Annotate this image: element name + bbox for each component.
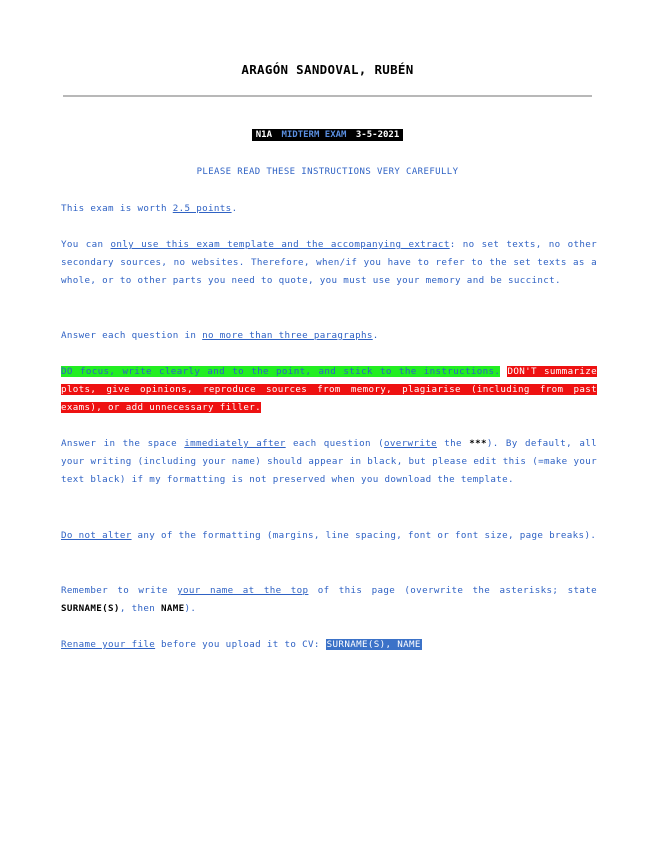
paragraph-answer-space: Answer in the space immediately after each question (overwrite the ***). By default, all your writing (including your name) should appear in black, but please edit this (=make your text black) if my formatting is not preserved when you download the template. <box>61 438 597 486</box>
paragraph-sources: You can only use this exam template and the accompanying extract: no set texts, no other secondary sources, no websites. Therefore, when/if you have to refer to the set texts as a whole, or to other parts you need to quote, you must use your memory and be succinct. <box>61 239 597 287</box>
exam-date: 3-5-2021 <box>355 130 400 140</box>
instructions-heading: PLEASE READ THESE INSTRUCTIONS VERY CAREFULLY <box>196 167 459 177</box>
exam-type: MIDTERM EXAM <box>281 130 347 140</box>
student-name: ARAGÓN SANDOVAL, RUBÉN <box>241 62 414 77</box>
paragraph-rename: Rename your file before you upload it to CV: SURNAME(S), NAME <box>61 639 421 650</box>
do-highlight: DO focus, write clearly and to the point, and stick to the instructions. <box>61 366 501 377</box>
paragraph-name: Remember to write your name at the top of this page (overwrite the asterisks; state SURNAME(S), then NAME). <box>61 585 597 615</box>
exam-title <box>0 130 655 140</box>
paragraph-dos-donts <box>61 363 597 418</box>
paragraph-worth: This exam is worth 2.5 points. <box>61 203 238 214</box>
paragraph-formatting: Do not alter any of the formatting (margins, line spacing, font or font size, page breaks). <box>61 530 597 541</box>
exam-code: N1A <box>255 130 273 140</box>
filename-highlight: SURNAME(S), NAME <box>326 639 421 650</box>
horizontal-rule <box>63 95 592 97</box>
dont-highlight: DON'T summarize plots, give opinions, reproduce sources from memory, plagiarise (including from past exams), or add unnecessary filler. <box>61 366 597 414</box>
paragraph-length: Answer each question in no more than three paragraphs. <box>61 330 379 341</box>
